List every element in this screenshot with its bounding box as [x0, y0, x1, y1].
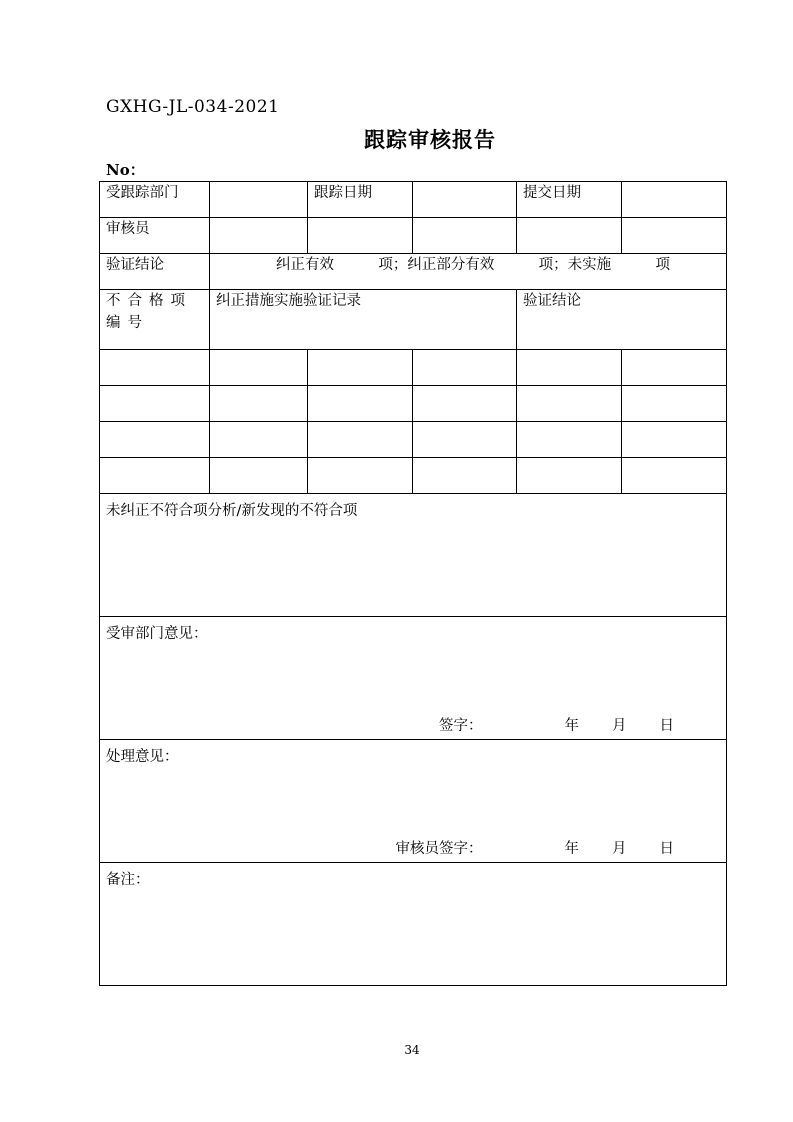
grid-cell[interactable] — [210, 458, 308, 494]
day-label: 日 — [659, 841, 674, 857]
audit-form-table — [99, 181, 727, 986]
grid-cell[interactable] — [308, 422, 413, 458]
grid-cell[interactable] — [517, 386, 622, 422]
page-title: 跟踪审核报告 — [364, 127, 496, 152]
grid-cell[interactable] — [100, 458, 210, 494]
grid-cell[interactable] — [308, 386, 413, 422]
table-row — [100, 290, 727, 350]
grid-cell[interactable] — [100, 422, 210, 458]
conclusion-label: 验证结论 — [517, 290, 727, 350]
table-row — [100, 617, 727, 740]
verdict-field[interactable] — [210, 254, 727, 290]
track-date-field[interactable] — [413, 182, 517, 218]
grid-cell[interactable] — [622, 458, 727, 494]
analysis-label: 未纠正不符合项分析/新发现的不符合项 — [106, 503, 358, 519]
verdict-label: 验证结论 — [100, 254, 210, 290]
effective-text: 纠正有效 — [276, 257, 334, 273]
table-row — [100, 386, 727, 422]
grid-cell[interactable] — [517, 350, 622, 386]
nc-number-label: 不合格项编号 — [100, 290, 210, 350]
auditor-field[interactable] — [413, 218, 517, 254]
month-label: 月 — [612, 718, 627, 734]
year-label: 年 — [564, 718, 579, 734]
number-label: No： — [106, 161, 145, 179]
grid-cell[interactable] — [413, 350, 517, 386]
table-row — [100, 182, 727, 218]
submit-date-field[interactable] — [622, 182, 727, 218]
grid-cell[interactable] — [100, 350, 210, 386]
dept-label: 受跟踪部门 — [100, 182, 210, 218]
handling-label: 处理意见： — [106, 749, 179, 765]
table-row — [100, 458, 727, 494]
table-row — [100, 740, 727, 863]
auditor-field[interactable] — [517, 218, 622, 254]
sign-label: 签字： — [439, 718, 483, 734]
auditor-field[interactable] — [308, 218, 413, 254]
day-label: 日 — [659, 718, 674, 734]
grid-cell[interactable] — [100, 386, 210, 422]
auditor-field[interactable] — [210, 218, 308, 254]
grid-cell[interactable] — [517, 422, 622, 458]
grid-cell[interactable] — [210, 350, 308, 386]
grid-cell[interactable] — [622, 350, 727, 386]
table-row — [100, 254, 727, 290]
remarks-section[interactable] — [100, 863, 727, 986]
auditor-sign-label: 审核员签字： — [395, 841, 483, 857]
grid-cell[interactable] — [413, 458, 517, 494]
grid-cell[interactable] — [517, 458, 622, 494]
track-date-label: 跟踪日期 — [308, 182, 413, 218]
analysis-section[interactable] — [100, 494, 727, 617]
signature-line — [439, 715, 674, 737]
auditor-field[interactable] — [622, 218, 727, 254]
dept-opinion-section[interactable] — [100, 617, 727, 740]
item-unit-text: 项 — [655, 257, 670, 273]
grid-cell[interactable] — [413, 422, 517, 458]
table-row — [100, 218, 727, 254]
grid-cell[interactable] — [622, 386, 727, 422]
not-implemented-text: 项；未实施 — [538, 257, 612, 273]
table-row — [100, 422, 727, 458]
grid-cell[interactable] — [622, 422, 727, 458]
auditor-label: 审核员 — [100, 218, 210, 254]
year-label: 年 — [564, 841, 579, 857]
dept-opinion-label: 受审部门意见： — [106, 626, 208, 642]
partial-text: 项；纠正部分有效 — [378, 257, 495, 273]
grid-cell[interactable] — [308, 458, 413, 494]
grid-cell[interactable] — [210, 422, 308, 458]
signature-line — [396, 838, 675, 860]
record-label: 纠正措施实施验证记录 — [210, 290, 517, 350]
dept-field[interactable] — [210, 182, 308, 218]
table-row — [100, 350, 727, 386]
month-label: 月 — [612, 841, 627, 857]
document-code: GXHG-JL-034-2021 — [106, 97, 280, 117]
grid-cell[interactable] — [413, 386, 517, 422]
table-row — [100, 494, 727, 617]
grid-cell[interactable] — [308, 350, 413, 386]
grid-cell[interactable] — [210, 386, 308, 422]
page-number: 34 — [404, 1043, 420, 1057]
table-row — [100, 863, 727, 986]
remarks-label: 备注： — [106, 872, 150, 888]
submit-date-label: 提交日期 — [517, 182, 622, 218]
handling-section[interactable] — [100, 740, 727, 863]
